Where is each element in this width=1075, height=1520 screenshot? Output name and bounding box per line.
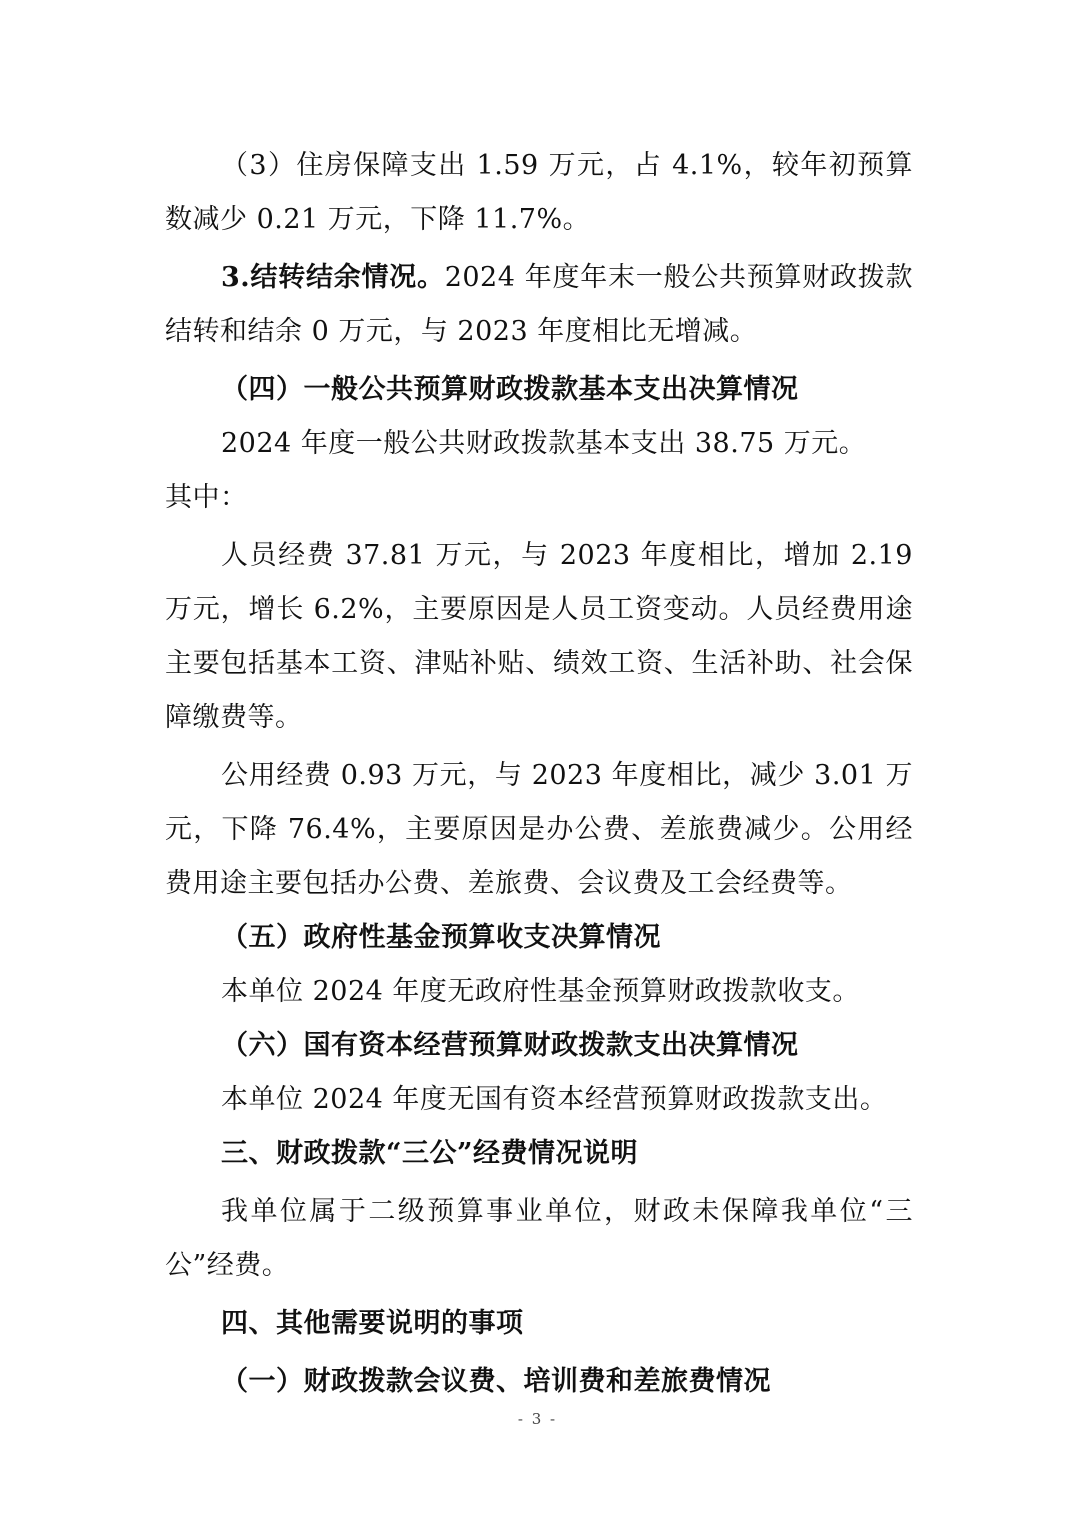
document-body bbox=[165, 139, 913, 1409]
heading-three-public-expenses: 三、财政拨款“三公”经费情况说明 bbox=[221, 1138, 639, 1169]
heading-government-fund: （五）政府性基金预算收支决算情况 bbox=[221, 922, 661, 953]
paragraph-housing-expenditure: （3）住房保障支出 1.59 万元，占 4.1%，较年初预算数减少 0.21 万元，下降 11.7%。 bbox=[165, 150, 913, 235]
heading-basic-expenditure: （四）一般公共预算财政拨款基本支出决算情况 bbox=[221, 374, 799, 405]
carryover-text: 2024 年度年末一般公共预算财政拨款结转和结余 0 万元，与 2023 年度相比无增减。 bbox=[165, 262, 914, 347]
paragraph-public-expenses: 公用经费 0.93 万元，与 2023 年度相比，减少 3.01 万元，下降 76.4%，主要原因是办公费、差旅费减少。公用经费用途主要包括办公费、差旅费、会议费及工会经费等。 bbox=[165, 760, 913, 899]
paragraph-government-fund: 本单位 2024 年度无政府性基金预算财政拨款收支。 bbox=[221, 976, 860, 1007]
page-number: - 3 - bbox=[517, 1410, 558, 1428]
paragraph-three-public-expenses: 我单位属于二级预算事业单位，财政未保障我单位“三公”经费。 bbox=[165, 1196, 913, 1281]
heading-meeting-training-travel: （一）财政拨款会议费、培训费和差旅费情况 bbox=[221, 1366, 771, 1397]
carryover-lead: 3.结转结余情况。 bbox=[221, 262, 445, 293]
paragraph-personnel-expenses: 人员经费 37.81 万元，与 2023 年度相比，增加 2.19 万元，增长 6.2%，主要原因是人员工资变动。人员经费用途主要包括基本工资、津贴补贴、绩效工资、生活补助、社会保障缴费等。 bbox=[165, 540, 913, 733]
heading-state-capital: （六）国有资本经营预算财政拨款支出决算情况 bbox=[221, 1030, 799, 1061]
paragraph-among-which: 其中： bbox=[165, 482, 248, 513]
heading-other-matters: 四、其他需要说明的事项 bbox=[221, 1308, 524, 1339]
paragraph-basic-expenditure-total: 2024 年度一般公共财政拨款基本支出 38.75 万元。 bbox=[221, 428, 867, 459]
paragraph-state-capital: 本单位 2024 年度无国有资本经营预算财政拨款支出。 bbox=[221, 1084, 888, 1115]
paragraph-carryover bbox=[165, 251, 913, 359]
